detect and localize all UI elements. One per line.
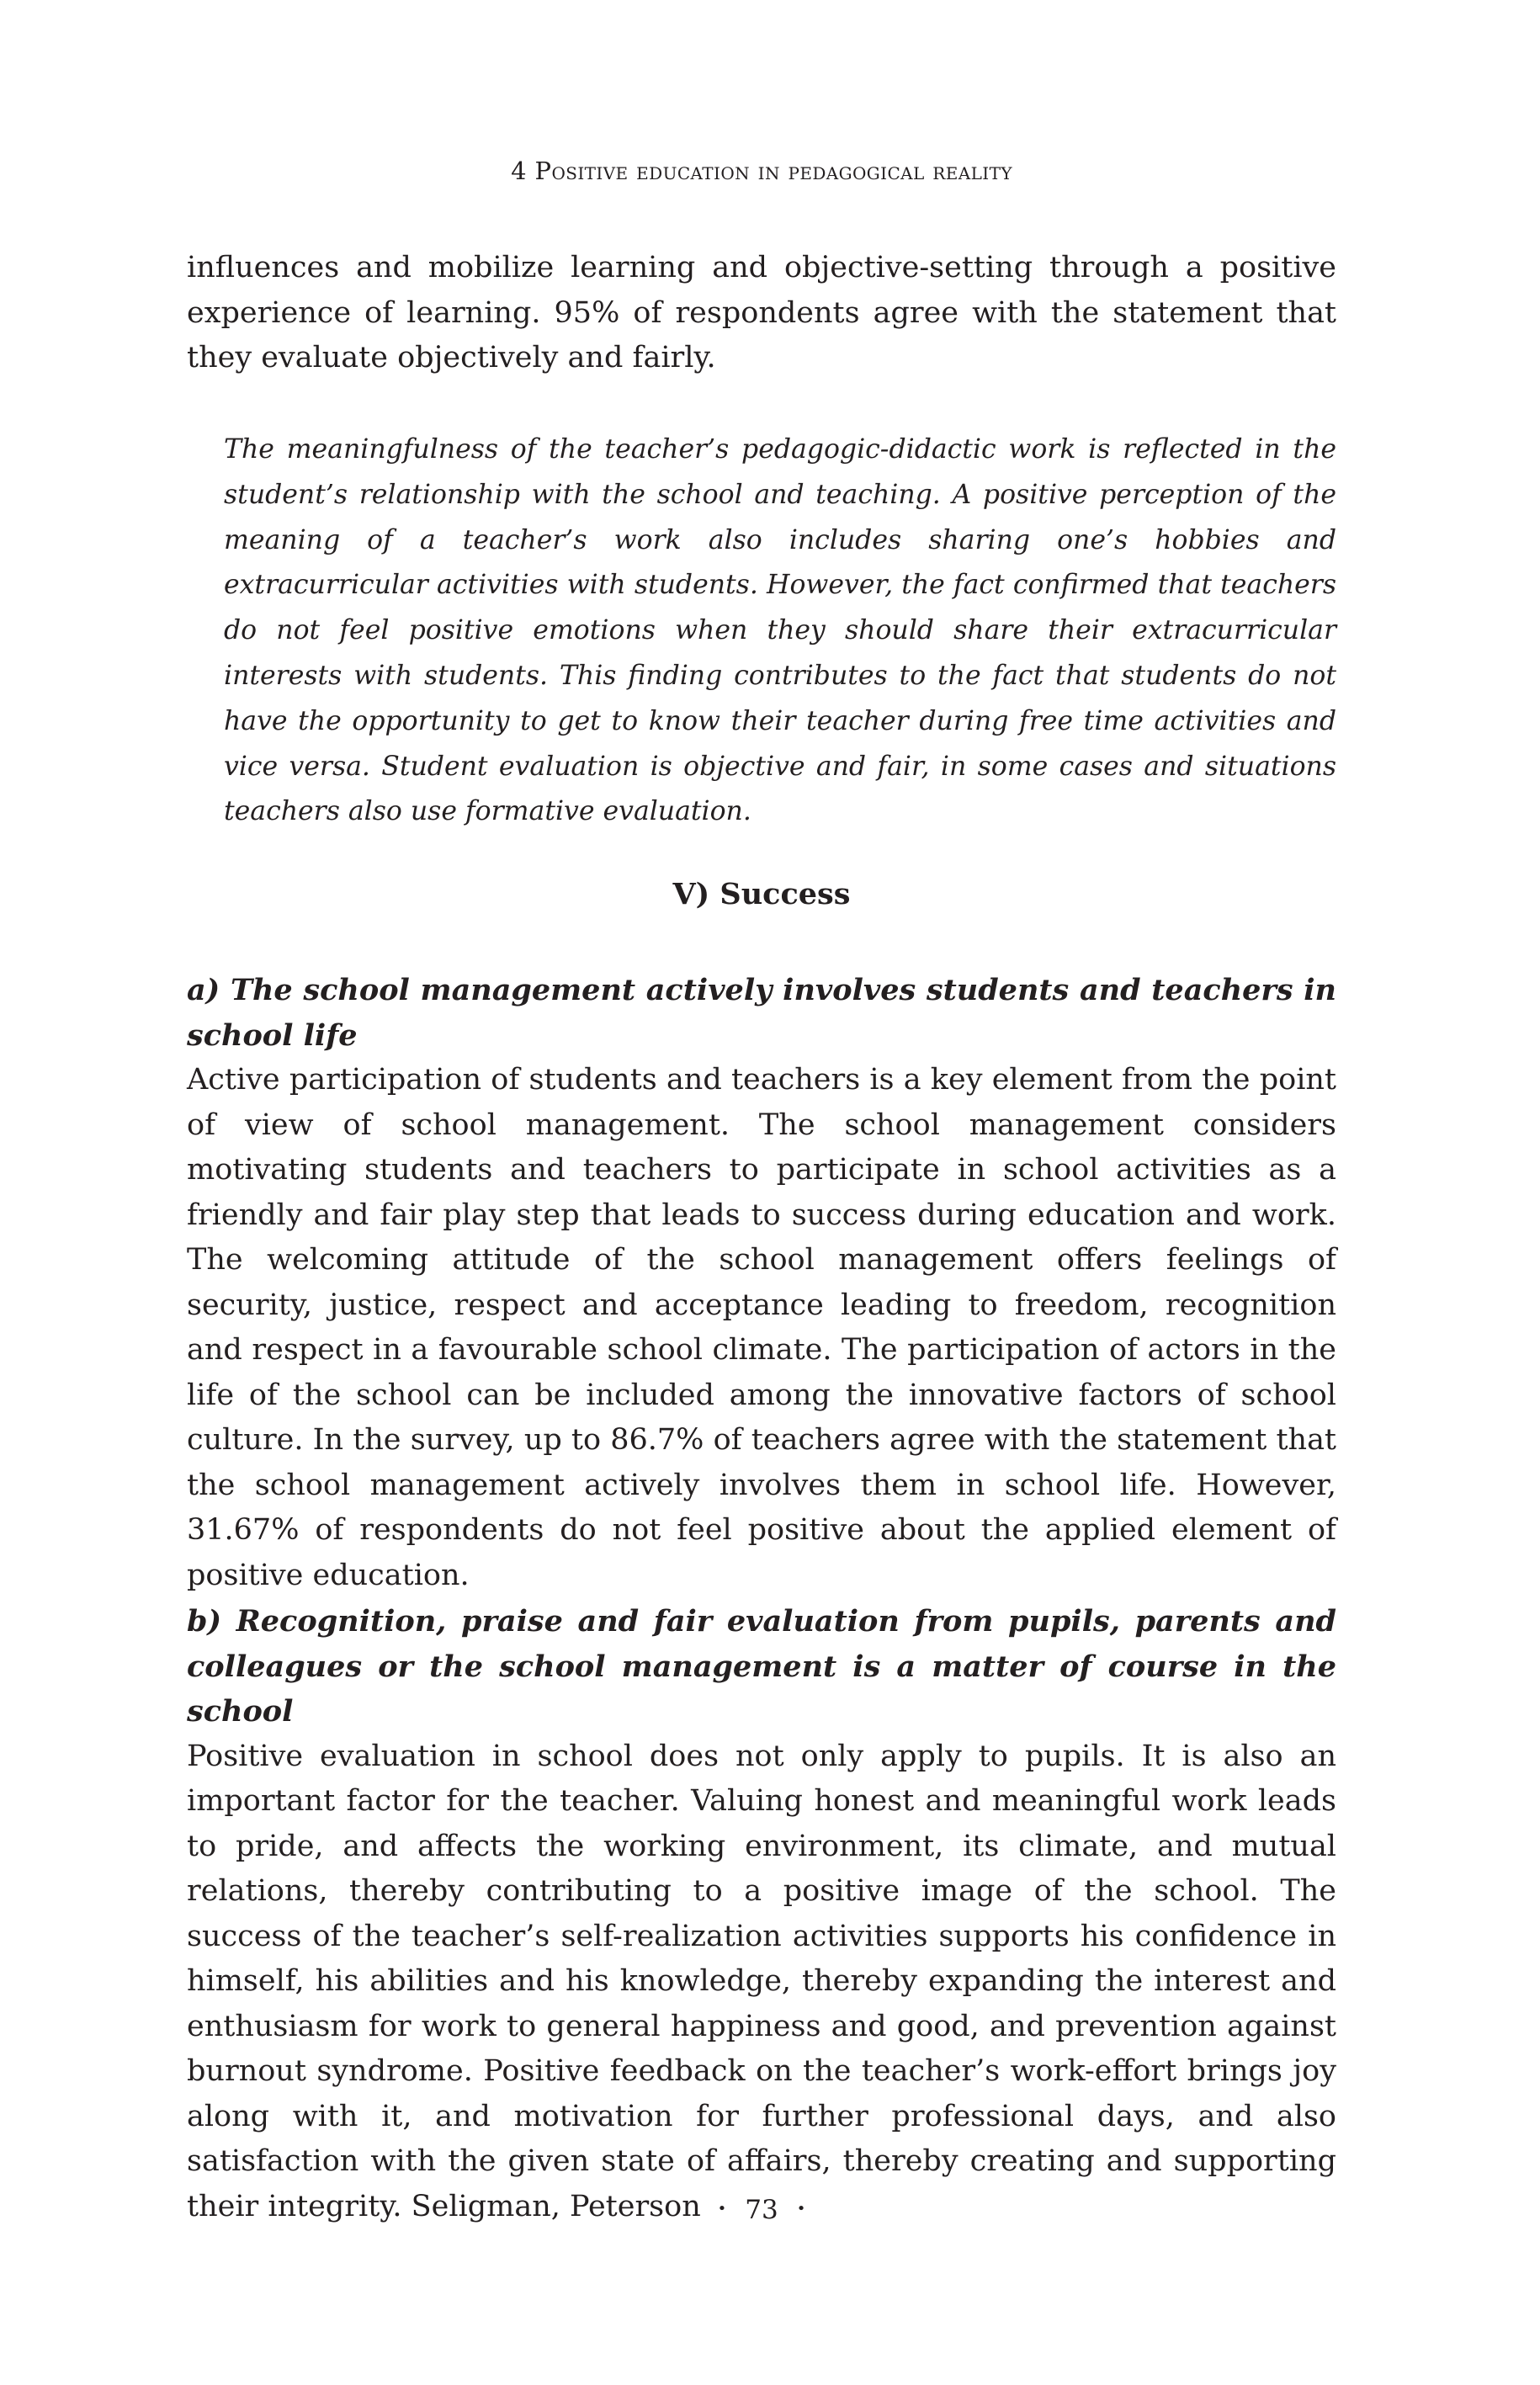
section-title: V) Success	[672, 877, 851, 911]
page-number: 73	[745, 2195, 778, 2225]
subsection-b	[187, 1599, 1336, 2229]
running-head: 4 Positive education in pedagogical reality	[511, 157, 1012, 185]
intro-paragraph: influences and mobilize learning and objective-setting through a positive experience of learning. 95% of respondents agree with the statement that they evaluate objectively and fairly.	[187, 251, 1336, 374]
subsection-b-heading: b) Recognition, praise and fair evaluation from pupils, parents and colleagues or the school management is a matter of course in the school	[187, 1604, 1336, 1729]
subsection-b-text: Positive evaluation in school does not only apply to pupils. It is also an important factor for the teacher. Valuing honest and meaningful work leads to pride, and affects the working environment, its climate, and mutual relations, thereby contributing to a positive image of the school. The success of the teacher’s self-realization activities supports his confidence in himself, his abilities and his knowledge, thereby expanding the interest and enthusiasm for work to general happiness and good, and prevention against burnout syndrome. Positive feedback on the teacher’s work-effort brings joy along with it, and motivation for further professional days, and also satisfaction with the given state of affairs, thereby creating and supporting their integrity. Seligman, Peterson	[187, 1739, 1336, 2223]
page-footer	[187, 2195, 1336, 2225]
subsection-a-text: Active participation of students and teachers is a key element from the point of view of school management. The school management considers motivating students and teachers to participate in school activities as a friendly and fair play step that leads to success during education and work. The welcoming attitude of the school management offers feelings of security, justice, respect and acceptance leading to freedom, recognition and respect in a favourable school climate. The participation of actors in the life of the school can be included among the innovative factors of school culture. In the survey, up to 86.7% of teachers agree with the statement that the school management actively involves them in school life. However, 31.67% of respondents do not feel positive about the applied element of positive education.	[187, 1063, 1336, 1592]
subsection-a-heading: a) The school management actively involves students and teachers in school life	[187, 973, 1336, 1053]
subsection-a	[187, 968, 1336, 1598]
bullet-right-icon: •	[796, 2200, 806, 2218]
bullet-left-icon: •	[717, 2200, 727, 2218]
italic-summary-paragraph: The meaningfulness of the teacher’s pedagogic-didactic work is reflected in the student’s relationship with the school and teaching. A positive perception of the meaning of a teacher’s work also includes sharing one’s hobbies and extracurricular activities with students. However, the fact confirmed that teachers do not feel positive emotions when they should share their extracurricular interests with students. This finding contributes to the fact that students do not have the opportunity to get to know their teacher during free time activities and vice versa. Student evaluation is objective and fair, in some cases and situations teachers also use formative evaluation.	[224, 434, 1336, 827]
